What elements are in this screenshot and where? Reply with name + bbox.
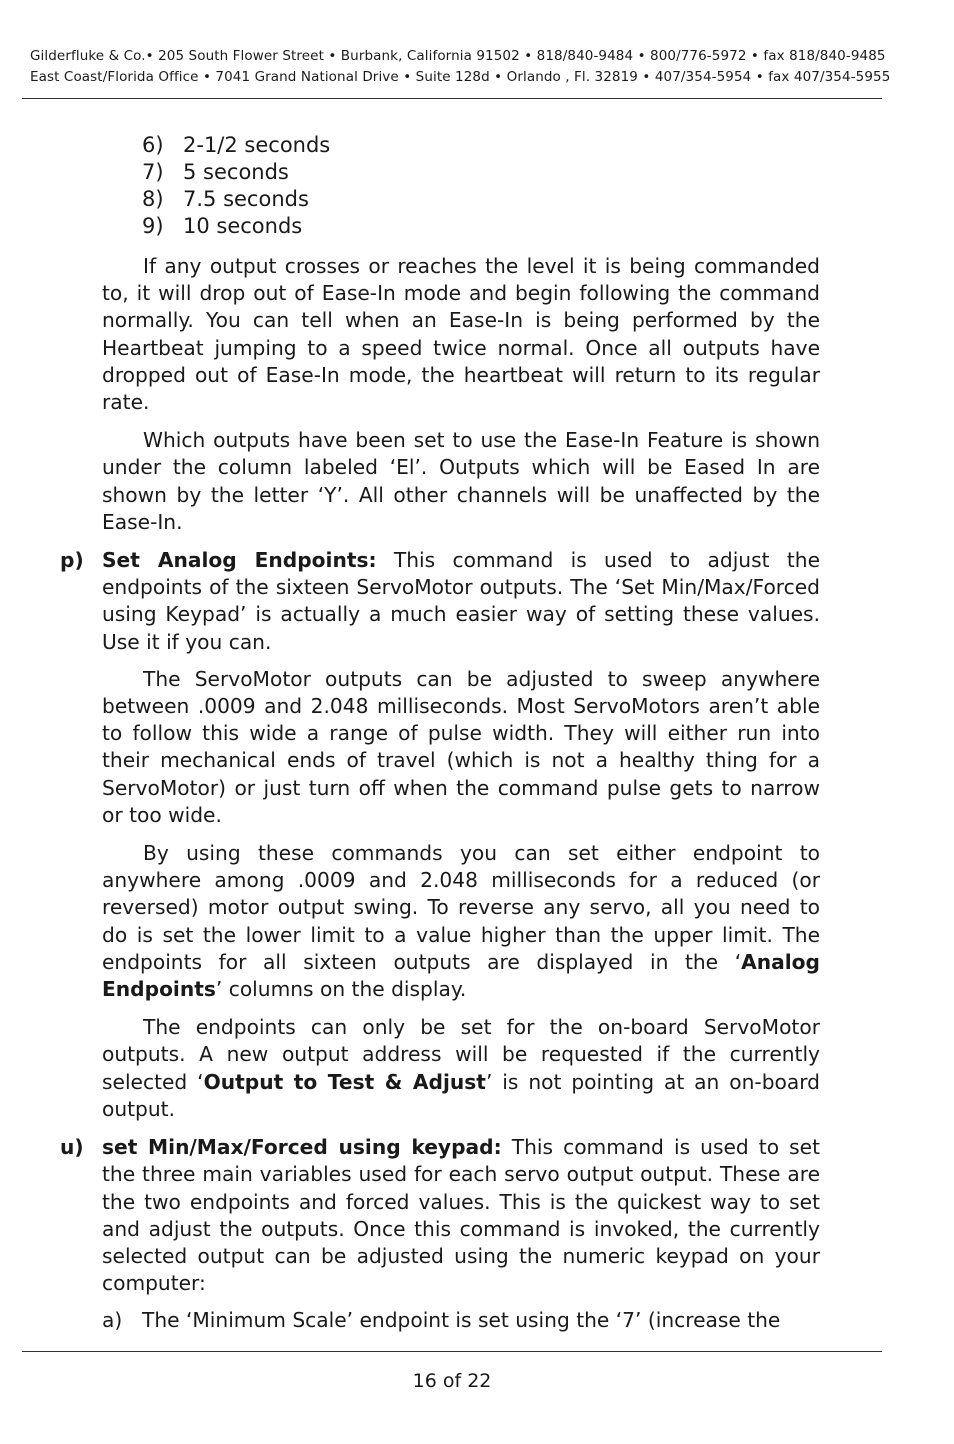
endpoint-text-a: By using these commands you can set either endpoint to anywhere among .0009 and 2.048 milliseconds for a reduced (or reversed) motor output swing. To reverse any servo, all you need to do is set the lower limit to a value higher than the upper limit. The endpoints for all sixteen outputs are displayed in the ‘ bbox=[102, 841, 820, 974]
list-item-text: 7.5 seconds bbox=[183, 187, 309, 211]
header-divider bbox=[22, 98, 882, 99]
section-u-title: set Min/Max/Forced using keypad: bbox=[102, 1135, 502, 1160]
sub-item-a-text: The ‘Minimum Scale’ endpoint is set using the ‘7’ (increase the bbox=[142, 1308, 781, 1333]
ease-in-paragraph-1: If any output crosses or reaches the level it is being commanded to, it will drop out of Ease-In mode and begin following the command normally. You can tell when an Ease-In is being performed by the Heartbeat jumping to a speed twice normal. Once all outputs have dropped out of Ease-In mode, the heartbeat will return to its regular rate. bbox=[102, 254, 820, 415]
body-text bbox=[60, 253, 821, 1335]
endpoint-text-b: ’ columns on the display. bbox=[215, 977, 467, 1002]
onboard-text-b: ’ is not pointing at an on-board output. bbox=[102, 1069, 820, 1121]
page-number: 16 of 22 bbox=[412, 1370, 492, 1392]
sub-item-a bbox=[102, 1307, 820, 1334]
servo-range-paragraph: The ServoMotor outputs can be adjusted to sweep anywhere between .0009 and 2.048 milliseconds. Most ServoMotors aren’t able to follow this wide a range of pulse width. They will either run into their mechanical ends of travel (which is not a healthy thing for a ServoMotor) or just turn off when the command pulse gets to narrow or too wide. bbox=[102, 666, 820, 827]
section-u-intro: This command is used to set the three main variables used for each servo output output. These are the two endpoints and forced values. This is the quickest way to set and adjust the outputs. Once this command is invoked, the currently selected output can be adjusted using the numeric keypad on your computer: bbox=[102, 1135, 821, 1296]
list-item bbox=[142, 132, 330, 159]
list-item bbox=[142, 186, 330, 213]
letterhead-line-2: East Coast/Florida Office • 7041 Grand National Drive • Suite 128d • Orlando , Fl. 32819 • 407/354-5954 • fax 407/354-5955 bbox=[30, 69, 891, 85]
sub-item-a-label: a) bbox=[102, 1308, 123, 1333]
duration-list bbox=[142, 132, 330, 240]
list-item-text: 10 seconds bbox=[183, 214, 303, 238]
list-item-text: 2-1/2 seconds bbox=[183, 133, 331, 157]
endpoint-paragraph bbox=[102, 840, 820, 1003]
section-p-title: Set Analog Endpoints: bbox=[102, 548, 377, 573]
list-item-text: 5 seconds bbox=[183, 160, 289, 184]
section-p-intro: This command is used to adjust the endpoints of the sixteen ServoMotor outputs. The ‘Set Min/Max/Forced using Keypad’ is actually a much easier way of setting these values. Use it if you can. bbox=[102, 548, 820, 654]
footer-divider bbox=[22, 1351, 882, 1352]
section-u-label: u) bbox=[60, 1135, 84, 1160]
list-item-number: 7) bbox=[142, 160, 164, 184]
section-u bbox=[60, 1134, 821, 1297]
list-item-number: 6) bbox=[142, 133, 164, 157]
section-p bbox=[60, 547, 820, 656]
letterhead-line-1: Gilderfluke & Co.• 205 South Flower Street • Burbank, California 91502 • 818/840-9484 • 800/776-5972 • fax 818/840-9485 bbox=[30, 48, 886, 64]
output-test-adjust-term: Output to Test & Adjust bbox=[203, 1069, 486, 1094]
section-p-label: p) bbox=[60, 548, 84, 573]
analog-endpoints-term: Analog Endpoints bbox=[102, 949, 820, 1002]
ease-in-paragraph-2: Which outputs have been set to use the Ease-In Feature is shown under the column labeled ‘El’. Outputs which will be Eased In are shown by the letter ‘Y’. All other channels will be unaffected by the Ease-In. bbox=[102, 428, 820, 534]
letterhead bbox=[30, 46, 891, 88]
onboard-paragraph bbox=[102, 1014, 820, 1123]
onboard-text-a: The endpoints can only be set for the on-board ServoMotor outputs. A new output address will be requested if the currently selected ‘ bbox=[102, 1015, 820, 1094]
list-item-number: 8) bbox=[142, 187, 164, 211]
list-item-number: 9) bbox=[142, 214, 164, 238]
list-item bbox=[142, 213, 330, 240]
list-item bbox=[142, 159, 330, 186]
